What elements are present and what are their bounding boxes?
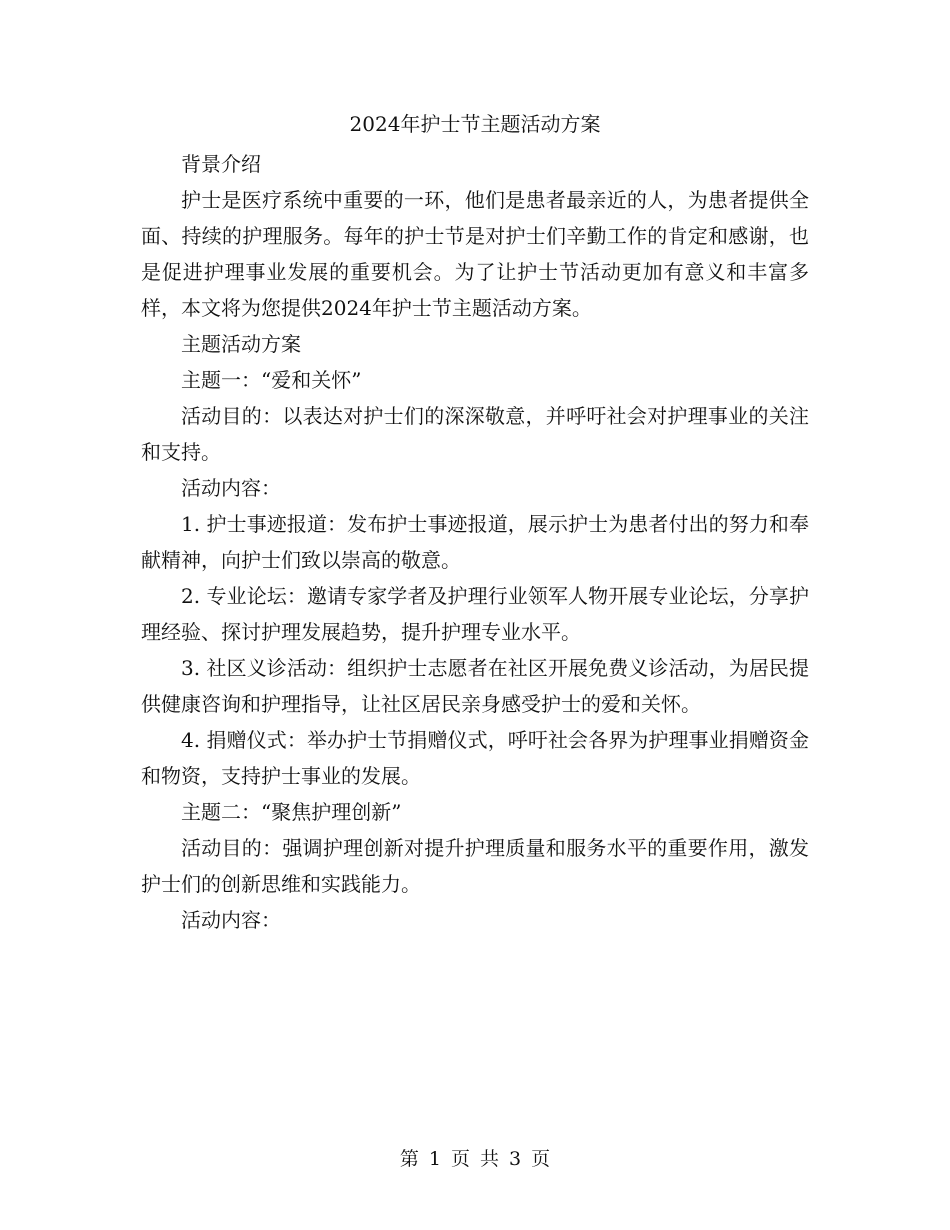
theme-one-purpose: 活动目的：以表达对护士们的深深敬意，并呼吁社会对护理事业的关注和支持。	[141, 404, 809, 464]
list-item-1: 1. 护士事迹报道：发布护士事迹报道，展示护士为患者付出的努力和奉献精神，向护士们致以崇高的敬意。	[141, 512, 809, 572]
document-title: 2024年护士节主题活动方案	[349, 112, 601, 136]
page-footer: 第 1 页 共 3 页	[399, 1148, 551, 1170]
section-heading-plan: 主题活动方案	[181, 332, 301, 356]
theme-two-heading: 主题二：“聚焦护理创新”	[181, 800, 402, 824]
theme-two-purpose: 活动目的：强调护理创新对提升护理质量和服务水平的重要作用，激发护士们的创新思维和实践能力。	[141, 836, 809, 896]
paragraph-intro: 护士是医疗系统中重要的一环，他们是患者最亲近的人，为患者提供全面、持续的护理服务。每年的护士节是对护士们辛勤工作的肯定和感谢，也是促进护理事业发展的重要机会。为了让护士节活动更加有意义和丰富多样，本文将为您提供2024年护士节主题活动方案。	[141, 188, 809, 320]
list-item-4: 4. 捐赠仪式：举办护士节捐赠仪式，呼吁社会各界为护理事业捐赠资金和物资，支持护士事业的发展。	[141, 728, 809, 788]
section-heading-background: 背景介绍	[181, 152, 261, 176]
list-item-3: 3. 社区义诊活动：组织护士志愿者在社区开展免费义诊活动，为居民提供健康咨询和护理指导，让社区居民亲身感受护士的爱和关怀。	[141, 656, 809, 716]
list-item-2: 2. 专业论坛：邀请专家学者及护理行业领军人物开展专业论坛，分享护理经验、探讨护理发展趋势，提升护理专业水平。	[141, 584, 809, 644]
theme-two-content-label: 活动内容：	[181, 908, 281, 932]
document-body	[141, 146, 809, 938]
theme-one-heading: 主题一：“爱和关怀”	[181, 368, 362, 392]
theme-one-content-label: 活动内容：	[181, 476, 281, 500]
